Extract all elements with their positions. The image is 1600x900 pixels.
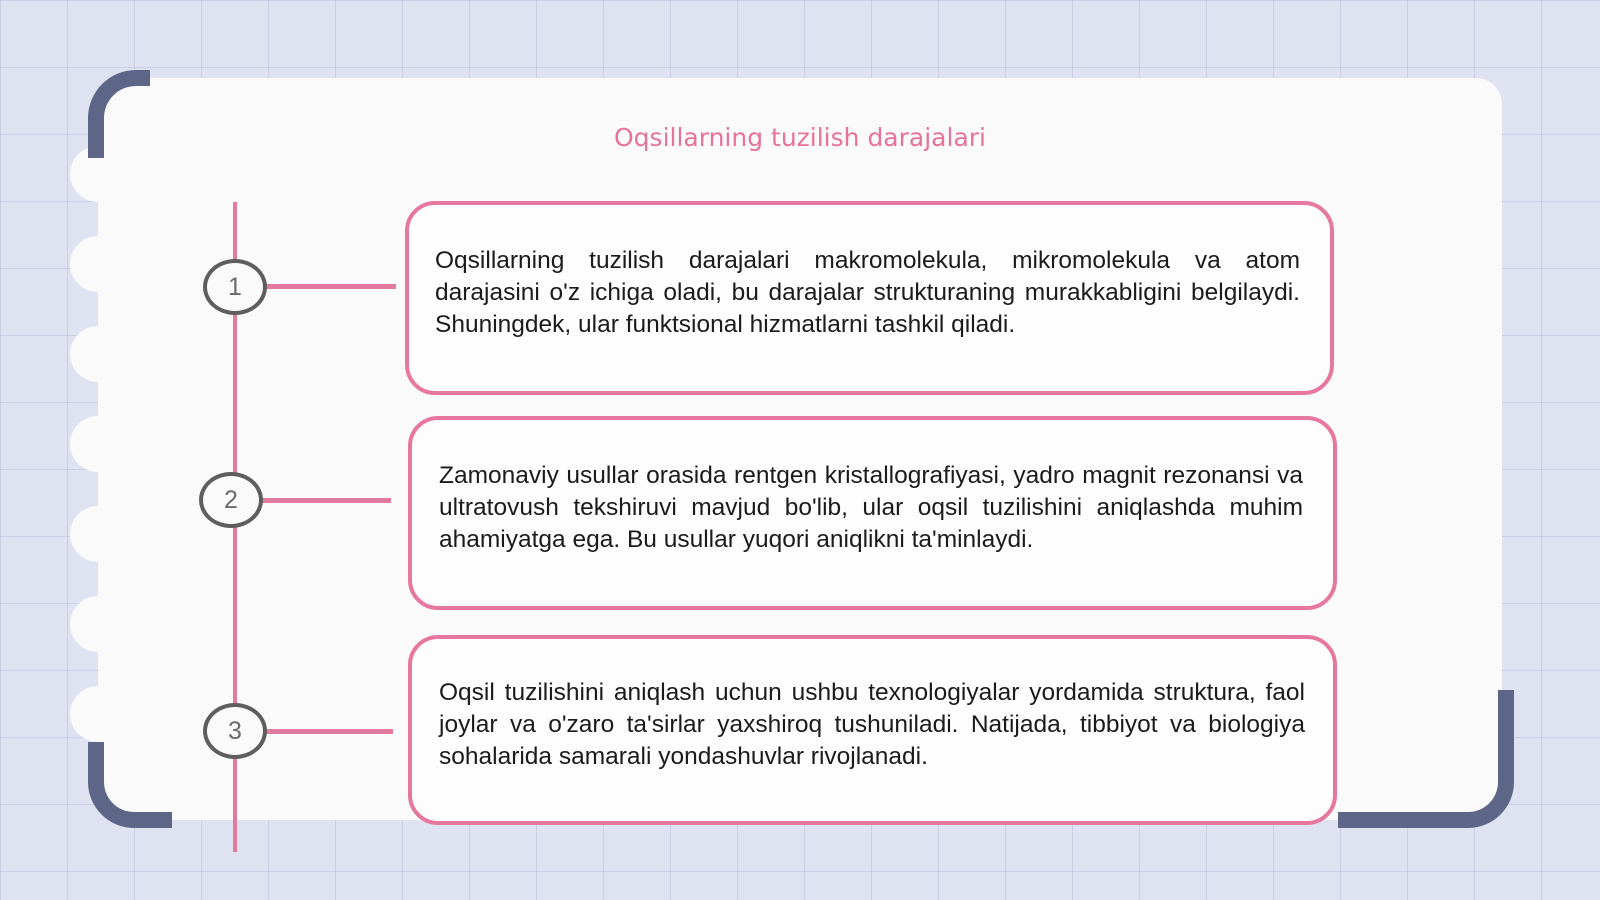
step-card	[408, 416, 1337, 610]
corner-bracket-top-left	[88, 70, 150, 158]
slide-title: Oqsillarning tuzilish darajalari	[614, 123, 986, 152]
step-number-circle: 3	[203, 703, 267, 759]
paper-scallop	[70, 326, 126, 382]
paper-scallop	[70, 596, 126, 652]
step-card-text: Zamonaviy usullar orasida rentgen kristallografiyasi, yadro magnit rezonansi va ultratovush tekshiruvi mavjud bo'lib, ular oqsil tuzilishini aniqlashda muhim ahamiyatga ega. Bu usullar yuqori aniqlikni ta'minlaydi.	[439, 462, 1303, 553]
paper-scallop	[70, 506, 126, 562]
step-card	[408, 635, 1337, 825]
step-card-text: Oqsil tuzilishini aniqlash uchun ushbu texnologiyalar yordamida struktura, faol joylar va o'zaro ta'sirlar yaxshiroq tushuniladi. Natijada, tibbiyot va biologiya sohalarida samarali yondashuvlar rivojlanadi.	[439, 679, 1305, 770]
paper-scallop	[70, 236, 126, 292]
paper-scallop	[70, 686, 126, 742]
step-card	[405, 201, 1334, 395]
timeline-connector	[264, 284, 396, 289]
paper-scallop	[70, 416, 126, 472]
corner-bracket-bottom-left	[88, 742, 172, 828]
timeline-connector	[261, 498, 391, 503]
timeline-connector	[264, 729, 393, 734]
step-number-circle: 2	[199, 472, 263, 528]
step-number-circle: 1	[203, 259, 267, 315]
corner-bracket-bottom-right	[1338, 690, 1514, 828]
step-card-text: Oqsillarning tuzilish darajalari makromolekula, mikromolekula va atom darajasini o'z ichiga oladi, bu darajalar strukturaning murakkabligini belgilaydi. Shuningdek, ular funktsional hizmatlarni tashkil qiladi.	[435, 247, 1300, 338]
